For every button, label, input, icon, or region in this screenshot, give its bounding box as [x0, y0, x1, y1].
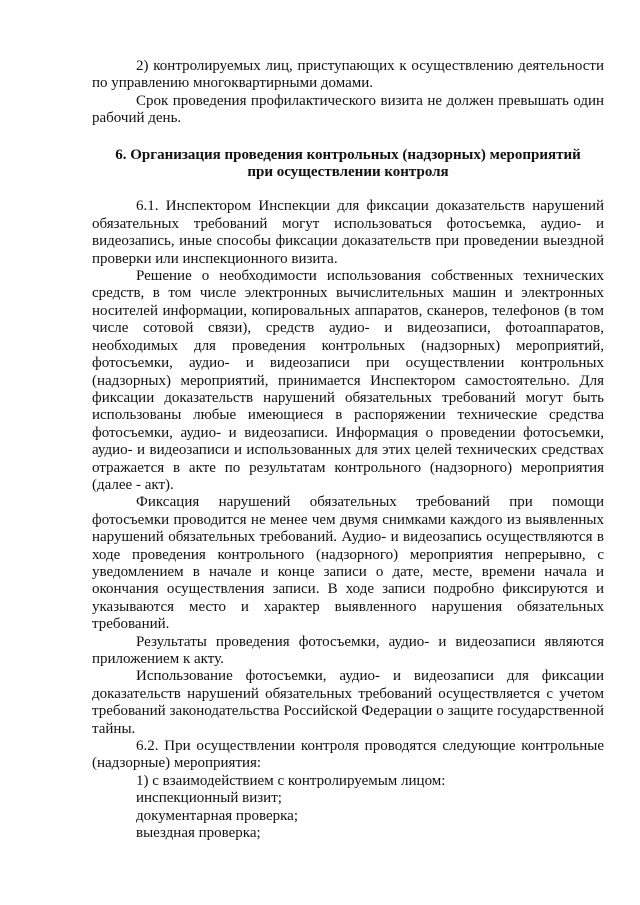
- list-item: выездная проверка;: [136, 825, 261, 842]
- document-page: [92, 58, 604, 842]
- paragraph-state-secret: Использование фотосъемки, аудио- и видеозаписи для фиксации доказательств нарушений обязательных требований осуществляется с учетом требований законодательства Российской Федерации о защите государственной тайны.: [92, 668, 604, 737]
- paragraph-visit-duration: Срок проведения профилактического визита не должен превышать один рабочий день.: [92, 92, 604, 127]
- paragraph-fixation: Фиксация нарушений обязательных требований при помощи фотосъемки проводится не менее чем двумя снимками каждого из выявленных нарушений обязательных требований. Аудио- и видеозапись осуществляются в ходе проведения контрольного (надзорного) мероприятия непрерывно, с уведомлением в начале и конце записи о дате, месте, времени начала и окончания осуществления записи. В ходе записи подробно фиксируются и указываются место и характер выявленного нарушения обязательных требований.: [92, 494, 604, 633]
- section-heading: 6. Организация проведения контрольных (надзорных) мероприятий при осуществлении контроля: [115, 146, 581, 181]
- list-item: 1) с взаимодействием с контролируемым лицом:: [136, 772, 446, 789]
- paragraph-results-appendix: Результаты проведения фотосъемки, аудио- и видеозаписи являются приложением к акту.: [92, 633, 604, 667]
- list-item: инспекционный визит;: [136, 790, 282, 807]
- list-item: документарная проверка;: [136, 807, 298, 824]
- paragraph-6-2: 6.2. При осуществлении контроля проводятся следующие контрольные (надзорные) мероприятия:: [92, 738, 604, 772]
- paragraph-technical-means: Решение о необходимости использования собственных технических средств, в том числе электронных вычислительных машин и электронных носителей информации, копировальных аппаратов, сканеров, телефонов (в том числе сотовой связи), средств аудио- и видеозаписи, фотоаппаратов, необходимых для проведения контрольных (надзорных) мероприятий, фотосъемки, аудио- и видеозаписи при осуществлении контрольных (надзорных) мероприятий, принимается Инспектором самостоятельно. Для фиксации доказательств нарушений обязательных требований могут быть использованы любые имеющиеся в распоряжении технические средства фотосъемки, аудио- и видеозаписи. Информация о проведении фотосъемки, аудио- и видеозаписи и использованных для этих целей технических средствах отражается в акте по результатам контрольного (надзорного) мероприятия (далее - акт).: [92, 268, 604, 493]
- paragraph-6-1: 6.1. Инспектором Инспекции для фиксации доказательств нарушений обязательных требований могут использоваться фотосъемка, аудио- и видеозапись, иные способы фиксации доказательств при проведении выездной проверки или инспекционного визита.: [92, 198, 604, 267]
- paragraph-controlled-persons: 2) контролируемых лиц, приступающих к осуществлению деятельности по управлению многоквартирными домами.: [92, 58, 604, 92]
